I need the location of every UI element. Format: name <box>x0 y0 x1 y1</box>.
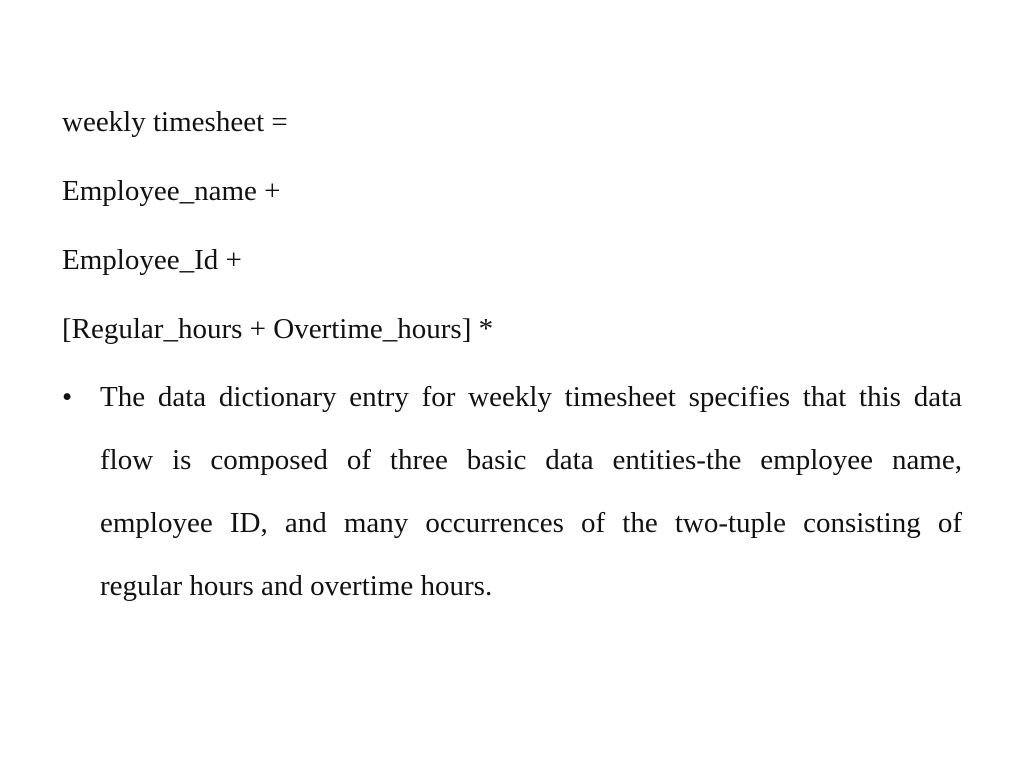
bullet-item <box>62 380 962 618</box>
definition-line-3: Employee_Id + <box>62 244 242 276</box>
definition-line-4: [Regular_hours + Overtime_hours] * <box>62 313 494 345</box>
bullet-text: The data dictionary entry for weekly timesheet specifies that this data flow is composed of three basic data entities-the employee name, employee ID, and many occurrences of the two-tuple consisting of regular hours and overtime hours. <box>100 381 962 602</box>
definition-line-1: weekly timesheet = <box>62 106 288 138</box>
definition-line-2: Employee_name + <box>62 175 281 207</box>
bullet-icon: • <box>62 381 73 413</box>
